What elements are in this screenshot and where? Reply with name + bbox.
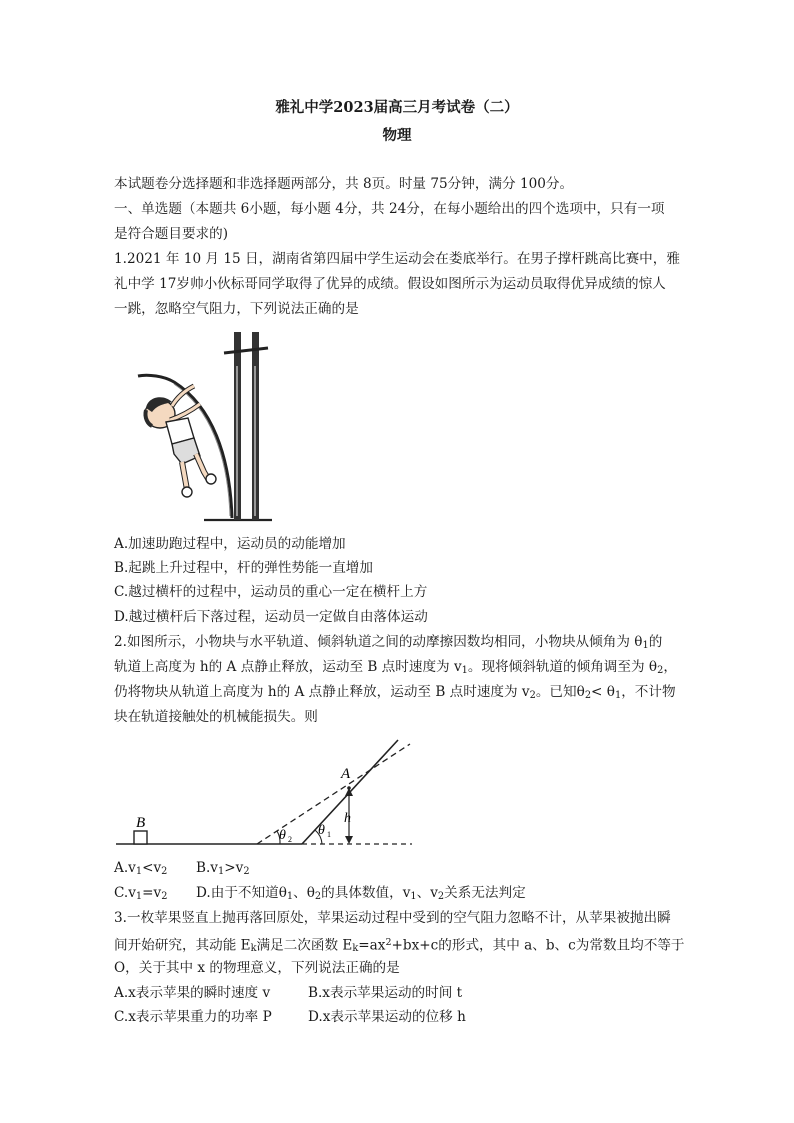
q2-options-row1 xyxy=(114,856,250,884)
q2-stem-line1: 2.如图所示，小物块与水平轨道、倾斜轨道之间的动摩擦因数均相同，小物块从倾角为 θ1的 xyxy=(114,634,663,651)
q3-stem-line1: 3.一枚苹果竖直上抛再落回原处，苹果运动过程中受到的空气阻力忽略不计，从苹果被抛出瞬 xyxy=(114,910,671,926)
label-theta1: θ xyxy=(318,823,325,838)
q3-option-c: C.x表示苹果重力的功率 P xyxy=(114,1009,272,1025)
q3-options-row1 xyxy=(114,981,462,1005)
q3-stem-line3: O，关于其中 x 的物理意义，下列说法正确的是 xyxy=(114,960,400,976)
exam-instructions: 本试题卷分选择题和非选择题两部分，共 8页。时量 75分钟，满分 100分。 xyxy=(114,176,574,192)
q1-option-b: B.起跳上升过程中，杆的弹性势能一直增加 xyxy=(114,560,373,576)
q1-option-a: A.加速助跑过程中，运动员的动能增加 xyxy=(114,536,346,552)
label-b: B xyxy=(136,815,146,831)
subject-title: 物理 xyxy=(382,127,412,144)
q1-option-c: C.越过横杆的过程中，运动员的重心一定在横杆上方 xyxy=(114,584,428,600)
q2-stem-line4: 块在轨道接触处的机械能损失。则 xyxy=(114,709,318,725)
q3-option-a: A.x表示苹果的瞬时速度 v xyxy=(114,985,271,1001)
incline-diagram xyxy=(112,730,422,852)
q3-options-row2 xyxy=(114,1005,466,1029)
q1-option-d: D.越过横杆后下落过程，运动员一定做自由落体运动 xyxy=(114,609,428,625)
section-heading-line2: 是符合题目要求的) xyxy=(114,226,229,242)
label-a: A xyxy=(341,766,351,782)
q2-options-row2 xyxy=(114,881,526,909)
q3-stem-line2: 间开始研究，其动能 Ek满足二次函数 $Ek=ax^2+bx+c$的形式，其中 a、b、c为常数且均不等于 xyxy=(114,937,685,955)
q2-option-c: C.v1=v2 xyxy=(114,885,168,902)
label-theta1-sub: 1 xyxy=(327,830,331,839)
crossbar xyxy=(224,348,268,353)
label-theta2-sub: 2 xyxy=(288,835,292,844)
block-b xyxy=(134,831,147,844)
q2-option-d: D.由于不知道θ1、θ2的具体数值，v1、v2关系无法判定 xyxy=(196,885,526,902)
q2-stem-line3: 仍将物块从轨道上高度为 h的 A 点静止释放，运动至 B 点时速度为 v2。已知θ2< θ1，不计物 xyxy=(114,684,676,701)
q3-option-d: D.x表示苹果运动的位移 h xyxy=(308,1009,466,1025)
q2-option-b: B.v1>v2 xyxy=(196,860,250,877)
q1-stem-line1: 1.2021 年 10 月 15 日，湖南省第四届中学生运动会在娄底举行。在男子撑杆跳高比赛中，雅 xyxy=(114,251,680,267)
q3-option-b: B.x表示苹果运动的时间 t xyxy=(308,985,463,1001)
pole-vault-figure xyxy=(112,326,282,524)
label-h: h xyxy=(344,811,351,826)
q1-stem-line2: 礼中学 17岁帅小伙标哥同学取得了优异的成绩。假设如图所示为运动员取得优异成绩的惊人 xyxy=(114,276,666,292)
section-heading-line1: 一、单选题（本题共 6小题，每小题 4分，共 24分，在每小题给出的四个选项中，只有一项 xyxy=(114,201,665,217)
q2-option-a: A.v1<v2 xyxy=(114,860,168,877)
q2-stem-line2: 轨道上高度为 h的 A 点静止释放，运动至 B 点时速度为 v1。现将倾斜轨道的倾角调至为 θ2， xyxy=(114,659,677,676)
exam-title: 雅礼中学2023届高三月考试卷（二） xyxy=(275,99,519,116)
q1-stem-line3: 一跳，忽略空气阻力，下列说法正确的是 xyxy=(114,301,359,317)
label-theta2: θ xyxy=(279,828,286,843)
